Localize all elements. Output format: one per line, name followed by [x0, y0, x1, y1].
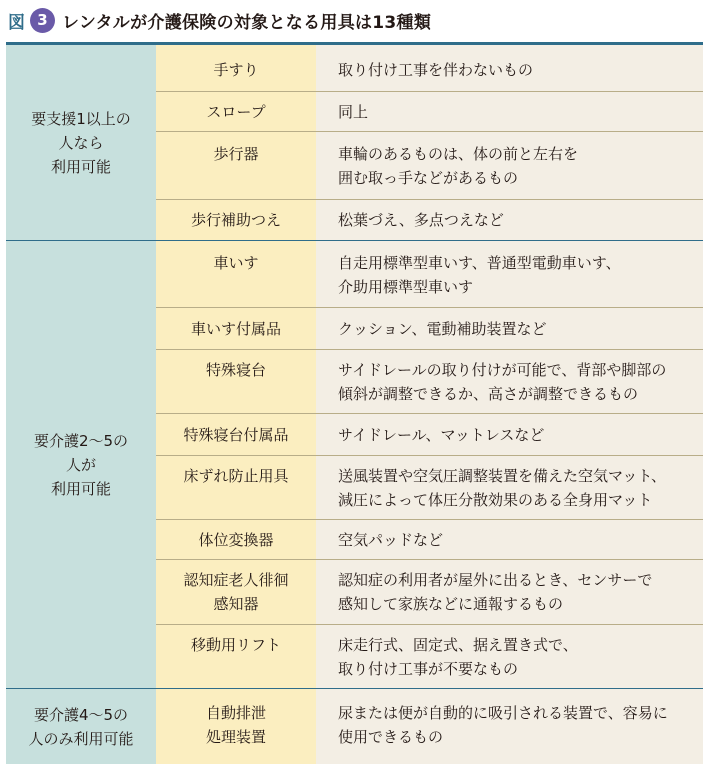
table-row [156, 519, 703, 560]
group-care-level-4-5 [6, 688, 703, 764]
equipment-table [6, 42, 703, 763]
table-row [156, 307, 703, 350]
table-row [156, 689, 703, 764]
table-row [156, 131, 703, 200]
item-description: 認知症の利用者が屋外に出るとき、センサーで 感知して家族などに通報するもの [316, 560, 703, 625]
table-row [156, 91, 703, 132]
figure-header [0, 0, 710, 40]
item-name: 自動排泄 処理装置 [156, 689, 316, 764]
table-row [156, 413, 703, 456]
item-name: 体位変換器 [156, 520, 316, 560]
item-name: 床ずれ防止用具 [156, 456, 316, 520]
figure-number-badge: 3 [30, 8, 55, 33]
item-description: 取り付け工事を伴わないもの [316, 45, 703, 91]
figure-title: レンタルが介護保険の対象となる用具は13種類 [62, 12, 432, 33]
group-label: 要支援1以上の 人なら 利用可能 [6, 45, 156, 240]
item-description: 松葉づえ、多点つえなど [316, 200, 703, 241]
item-description: 尿または便が自動的に吸引される装置で、容易に 使用できるもの [316, 689, 703, 764]
group-support-level-1 [6, 45, 703, 240]
item-name: 移動用リフト [156, 625, 316, 689]
table-row [156, 559, 703, 625]
figure-label: 図 [8, 12, 25, 33]
item-description: 床走行式、固定式、据え置き式で、 取り付け工事が不要なもの [316, 625, 703, 689]
item-name: 歩行補助つえ [156, 200, 316, 241]
group-label: 要介護2〜5の 人が 利用可能 [6, 241, 156, 688]
item-description: 送風装置や空気圧調整装置を備えた空気マット、 減圧によって体圧分散効果のある全身用マット [316, 456, 703, 520]
item-name: 車いす付属品 [156, 308, 316, 350]
group-label: 要介護4〜5の 人のみ利用可能 [6, 689, 156, 764]
item-description: サイドレール、マットレスなど [316, 414, 703, 456]
item-name: 特殊寝台付属品 [156, 414, 316, 456]
item-name: スロープ [156, 92, 316, 132]
item-description: 同上 [316, 92, 703, 132]
group-care-level-2-5 [6, 240, 703, 688]
table-row [156, 349, 703, 414]
table-row [156, 45, 703, 91]
table-row [156, 241, 703, 307]
item-description: 自走用標準型車いす、普通型電動車いす、 介助用標準型車いす [316, 241, 703, 307]
table-row [156, 199, 703, 241]
item-description: サイドレールの取り付けが可能で、背部や脚部の 傾斜が調整できるか、高さが調整できるもの [316, 350, 703, 414]
item-name: 歩行器 [156, 132, 316, 200]
item-name: 手すり [156, 45, 316, 91]
item-description: 車輪のあるものは、体の前と左右を 囲む取っ手などがあるもの [316, 132, 703, 200]
table-row [156, 624, 703, 689]
item-description: クッション、電動補助装置など [316, 308, 703, 350]
item-name: 認知症老人徘徊 感知器 [156, 560, 316, 625]
item-name: 車いす [156, 241, 316, 307]
table-row [156, 455, 703, 520]
item-name: 特殊寝台 [156, 350, 316, 414]
item-description: 空気パッドなど [316, 520, 703, 560]
